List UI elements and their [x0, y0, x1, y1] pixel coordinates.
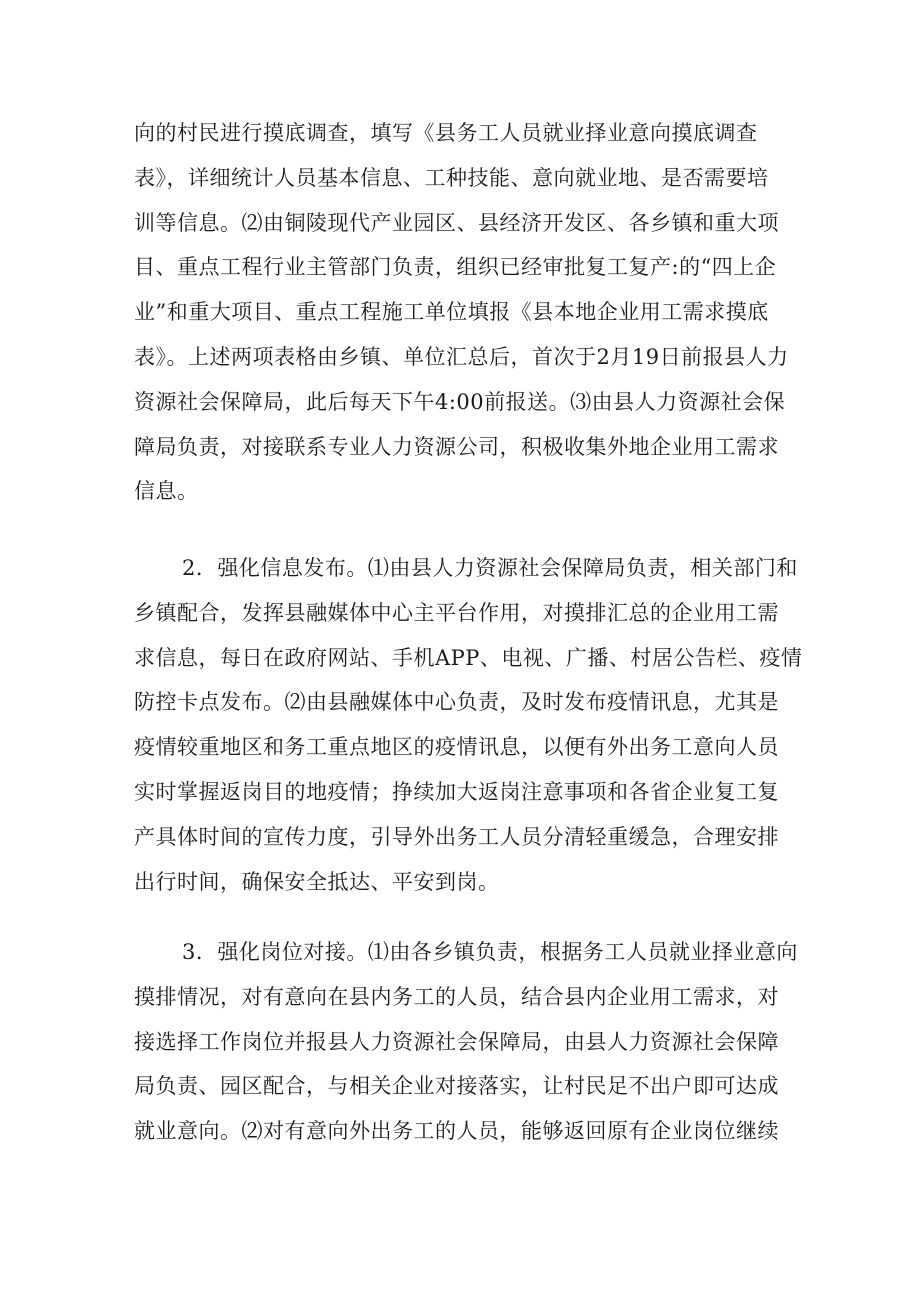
text-line: 业”和重大项目、重点工程施工单位填报《县本地企业用工需求摸底	[134, 300, 769, 325]
text-line: 就业意向。⑵对有意向外出务工的人员，能够返回原有企业岗位继续	[134, 1119, 779, 1144]
text-line: 出行时间，确保安全抵达、平安到岗。	[134, 869, 500, 894]
text-line: 局负责、园区配合，与相关企业对接落实，让村民足不出户即可达成	[134, 1074, 779, 1099]
text-line: 疫情较重地区和务工重点地区的疫情讯息，以便有外出务工意向人员	[134, 735, 779, 760]
paragraph-2	[134, 546, 803, 904]
text-line: 防控卡点发布。⑵由县融媒体中心负责，及时发布疫情讯息，尤其是	[134, 690, 779, 715]
text-line: 向的村民进行摸底调查，填写《县务工人员就业择业意向摸底调查	[134, 121, 758, 145]
paragraph-3	[134, 930, 798, 1154]
text-line: 接选择工作岗位并报县人力资源社会保障局，由县人力资源社会保障	[134, 1029, 779, 1054]
paragraph-1	[134, 111, 794, 514]
text-line: 训等信息。⑵由铜陵现代产业园区、县经济开发区、各乡镇和重大项	[134, 210, 779, 235]
text-line: 资源社会保障局，此后每天下午4:00前报送。⑶由县人力资源社会保	[134, 389, 786, 414]
text-line: 产具体时间的宣传力度，引导外出务工人员分清轻重缓急，合理安排	[134, 824, 779, 849]
text-line: 求信息，每日在政府网站、手机APP、电视、广播、村居公告栏、疫情	[134, 645, 803, 670]
text-line: 乡镇配合，发挥县融媒体中心主平台作用，对摸排汇总的企业用工需	[134, 600, 779, 625]
text-line: 表》，详细统计人员基本信息、工种技能、意向就业地、是否需要培	[134, 165, 769, 190]
text-line: 2．强化信息发布。⑴由县人力资源社会保障局负责，相关部门和	[182, 556, 798, 580]
text-line: 目、重点工程行业主管部门负责，组织已经审批复工复产:的“四上企	[134, 255, 777, 280]
text-line: 实时掌握返岗目的地疫情；挣续加大返岗注意事项和各省企业复工复	[134, 779, 779, 804]
text-line: 3．强化岗位对接。⑴由各乡镇负责，根据务工人员就业择业意向	[182, 940, 798, 964]
text-line: 表》。上述两项表格由乡镇、单位汇总后，首次于2月19日前报县人力	[134, 344, 789, 369]
text-line: 障局负责，对接联系专业人力资源公司，积极收集外地企业用工需求	[134, 434, 779, 459]
text-line: 信息。	[134, 479, 199, 504]
text-line: 摸排情况，对有意向在县内务工的人员，结合县内企业用工需求，对	[134, 984, 779, 1009]
